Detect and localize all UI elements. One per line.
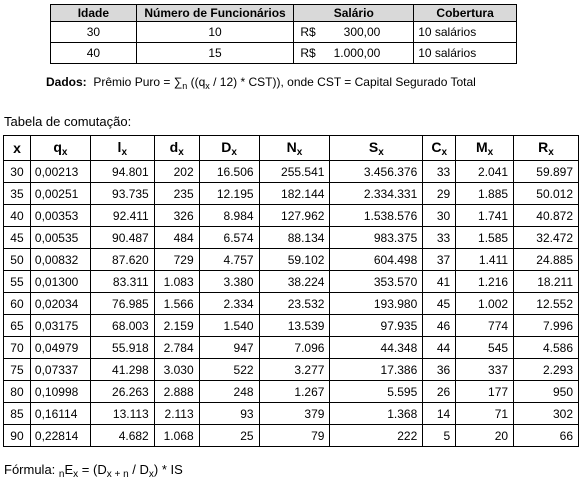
table-cell: 33: [423, 161, 456, 183]
table-cell: 6.574: [199, 227, 259, 249]
table-cell: 13.113: [90, 403, 154, 425]
table-cell: 12.552: [514, 293, 579, 315]
table-cell: 7.096: [259, 337, 330, 359]
table-cell: 14: [423, 403, 456, 425]
premio-formula-part3: / 12) * CST)), onde CST = Capital Segurado Total: [213, 75, 476, 89]
qx-subscript: x: [205, 81, 210, 91]
table-cell: 379: [259, 403, 330, 425]
table-cell: 248: [199, 381, 259, 403]
cell-cobertura: 10 salários: [414, 43, 517, 64]
table-cell: 222: [330, 425, 423, 447]
table-cell: 75: [4, 359, 31, 381]
table-cell: 0,03175: [30, 315, 90, 337]
table-cell: 37: [423, 249, 456, 271]
table-cell: 94.801: [90, 161, 154, 183]
table-cell: 33: [423, 227, 456, 249]
formula-part2: = (D: [81, 462, 107, 477]
col-header-subscript: x: [61, 146, 68, 158]
col-header: [259, 136, 330, 161]
formula-x-subscript: x: [73, 469, 79, 480]
table-cell: 3.456.376: [330, 161, 423, 183]
table-cell: 85: [4, 403, 31, 425]
table-cell: 1.068: [154, 425, 199, 447]
table-cell: 4.682: [90, 425, 154, 447]
table-cell: 60: [4, 293, 31, 315]
table-cell: 2.293: [514, 359, 579, 381]
col-header: [154, 136, 199, 161]
table-row: [4, 315, 579, 337]
table-cell: 26: [423, 381, 456, 403]
col-header: [90, 136, 154, 161]
table-cell: 20: [456, 425, 514, 447]
header-funcionarios: Número de Funcionários: [136, 5, 294, 22]
table-cell: 177: [456, 381, 514, 403]
table-cell: 2.334: [199, 293, 259, 315]
table-cell: 337: [456, 359, 514, 381]
table-cell: 0,07337: [30, 359, 90, 381]
cell-idade: 40: [51, 43, 137, 64]
table-cell: 2.334.331: [330, 183, 423, 205]
employee-row: [51, 43, 517, 64]
dados-line: [46, 75, 476, 89]
table-cell: 0,04979: [30, 337, 90, 359]
col-header-symbol: D: [221, 138, 232, 155]
header-salario: Salário: [294, 5, 414, 22]
table-cell: 8.984: [199, 205, 259, 227]
table-cell: 1.885: [456, 183, 514, 205]
col-header-subscript: x: [548, 146, 554, 158]
commutation-header-row: [4, 136, 579, 161]
table-cell: 182.144: [259, 183, 330, 205]
currency-label: R$: [300, 24, 316, 39]
col-header-subscript: x: [121, 146, 127, 158]
col-header-subscript: x: [487, 146, 494, 158]
table-cell: 44: [423, 337, 456, 359]
table-cell: 774: [456, 315, 514, 337]
table-cell: 0,10998: [30, 381, 90, 403]
table-cell: 35: [4, 183, 31, 205]
table-cell: 1.411: [456, 249, 514, 271]
table-cell: 80: [4, 381, 31, 403]
col-header: [30, 136, 90, 161]
table-cell: 68.003: [90, 315, 154, 337]
table-cell: 4.586: [514, 337, 579, 359]
col-header: [456, 136, 514, 161]
table-cell: 3.277: [259, 359, 330, 381]
table-cell: 4.757: [199, 249, 259, 271]
table-cell: 0,00832: [30, 249, 90, 271]
table-cell: 202: [154, 161, 199, 183]
table-cell: 545: [456, 337, 514, 359]
table-cell: 1.540: [199, 315, 259, 337]
table-cell: 70: [4, 337, 31, 359]
table-cell: 50.012: [514, 183, 579, 205]
table-cell: 13.539: [259, 315, 330, 337]
col-header: [4, 136, 31, 161]
table-cell: 1.368: [330, 403, 423, 425]
table-cell: 36: [423, 359, 456, 381]
table-cell: 5: [423, 425, 456, 447]
formula-e: E: [64, 462, 74, 477]
cell-idade: 30: [51, 22, 137, 43]
table-row: [4, 161, 579, 183]
formula-label: Fórmula:: [4, 462, 56, 477]
table-row: [4, 425, 579, 447]
table-cell: 65: [4, 315, 31, 337]
table-cell: 44.348: [330, 337, 423, 359]
col-header: [199, 136, 259, 161]
table-subtitle: Tabela de comutação:: [4, 114, 132, 129]
table-row: [4, 205, 579, 227]
table-cell: 2.784: [154, 337, 199, 359]
table-cell: 25: [199, 425, 259, 447]
table-cell: 46: [423, 315, 456, 337]
table-cell: 59.897: [514, 161, 579, 183]
formula-xn-subscript: x + n: [106, 469, 129, 480]
table-row: [4, 183, 579, 205]
cell-salario: [294, 43, 414, 64]
table-row: [4, 403, 579, 425]
table-cell: 983.375: [330, 227, 423, 249]
table-cell: 79: [259, 425, 330, 447]
table-cell: 71: [456, 403, 514, 425]
table-row: [4, 359, 579, 381]
col-header-symbol: C: [431, 138, 442, 155]
table-cell: 302: [514, 403, 579, 425]
table-cell: 0,22814: [30, 425, 90, 447]
formula-part3: / D: [132, 462, 149, 477]
col-header-symbol: l: [117, 138, 122, 155]
table-cell: 55.918: [90, 337, 154, 359]
col-header-symbol: R: [538, 138, 549, 155]
cell-salario: [294, 22, 414, 43]
employee-header-row: [51, 5, 517, 22]
table-cell: 127.962: [259, 205, 330, 227]
table-cell: 26.263: [90, 381, 154, 403]
table-cell: 32.472: [514, 227, 579, 249]
table-cell: 7.996: [514, 315, 579, 337]
table-cell: 235: [154, 183, 199, 205]
col-header-symbol: q: [53, 138, 62, 155]
formula-n-subscript: n: [58, 469, 65, 480]
table-cell: 1.538.576: [330, 205, 423, 227]
table-row: [4, 293, 579, 315]
table-row: [4, 271, 579, 293]
table-cell: 41: [423, 271, 456, 293]
table-cell: 90: [4, 425, 31, 447]
col-header: [514, 136, 579, 161]
table-cell: 950: [514, 381, 579, 403]
table-cell: 3.030: [154, 359, 199, 381]
table-cell: 1.083: [154, 271, 199, 293]
table-cell: 326: [154, 205, 199, 227]
table-cell: 0,01300: [30, 271, 90, 293]
table-cell: 729: [154, 249, 199, 271]
commutation-table: [3, 135, 579, 447]
table-cell: 23.532: [259, 293, 330, 315]
header-cobertura: Cobertura: [414, 5, 517, 22]
table-cell: 38.224: [259, 271, 330, 293]
formula-part4: ) * IS: [153, 462, 183, 477]
table-cell: 45: [423, 293, 456, 315]
col-header: [423, 136, 456, 161]
table-cell: 3.380: [199, 271, 259, 293]
table-cell: 45: [4, 227, 31, 249]
sum-subscript: n: [182, 81, 188, 91]
table-cell: 76.985: [90, 293, 154, 315]
commutation-body: [4, 161, 579, 447]
table-cell: 0,16114: [30, 403, 90, 425]
cell-funcionarios: 15: [136, 43, 294, 64]
table-cell: 522: [199, 359, 259, 381]
table-cell: 50: [4, 249, 31, 271]
table-cell: 604.498: [330, 249, 423, 271]
header-idade: Idade: [51, 5, 137, 22]
col-header-subscript: x: [378, 146, 384, 158]
col-header-subscript: x: [296, 146, 303, 158]
table-cell: 1.741: [456, 205, 514, 227]
premio-formula-part2: ((q: [190, 75, 206, 89]
table-cell: 353.570: [330, 271, 423, 293]
premio-formula-part1: Prêmio Puro = ∑: [93, 75, 183, 89]
employee-table: [50, 4, 517, 64]
table-cell: 2.041: [456, 161, 514, 183]
table-cell: 93.735: [90, 183, 154, 205]
table-cell: 1.002: [456, 293, 514, 315]
col-header-symbol: d: [169, 138, 179, 155]
col-header-symbol: x: [13, 140, 21, 156]
col-header-symbol: M: [475, 138, 488, 155]
dados-label: Dados:: [46, 75, 87, 89]
table-cell: 0,00213: [30, 161, 90, 183]
col-header-subscript: x: [178, 146, 184, 158]
table-cell: 255.541: [259, 161, 330, 183]
col-header-symbol: N: [286, 138, 297, 155]
table-cell: 66: [514, 425, 579, 447]
table-cell: 83.311: [90, 271, 154, 293]
table-cell: 55: [4, 271, 31, 293]
salary-amount: 1.000,00: [333, 45, 381, 60]
table-cell: 0,00251: [30, 183, 90, 205]
table-cell: 1.566: [154, 293, 199, 315]
table-cell: 18.211: [514, 271, 579, 293]
table-cell: 1.267: [259, 381, 330, 403]
table-cell: 0,02034: [30, 293, 90, 315]
table-cell: 1.585: [456, 227, 514, 249]
table-cell: 97.935: [330, 315, 423, 337]
table-cell: 88.134: [259, 227, 330, 249]
table-cell: 40: [4, 205, 31, 227]
table-cell: 5.595: [330, 381, 423, 403]
table-cell: 484: [154, 227, 199, 249]
table-cell: 12.195: [199, 183, 259, 205]
table-row: [4, 381, 579, 403]
col-header-subscript: x: [231, 146, 237, 158]
employee-row: [51, 22, 517, 43]
col-header: [330, 136, 423, 161]
table-cell: 92.411: [90, 205, 154, 227]
salary-amount: 300,00: [343, 24, 381, 39]
table-cell: 193.980: [330, 293, 423, 315]
table-cell: 24.885: [514, 249, 579, 271]
table-row: [4, 227, 579, 249]
formula-line: [4, 462, 183, 480]
table-row: [4, 337, 579, 359]
table-cell: 40.872: [514, 205, 579, 227]
table-cell: 29: [423, 183, 456, 205]
table-cell: 2.113: [154, 403, 199, 425]
table-cell: 59.102: [259, 249, 330, 271]
table-cell: 90.487: [90, 227, 154, 249]
formula-x2-subscript: x: [148, 469, 154, 480]
cell-cobertura: 10 salários: [414, 22, 517, 43]
col-header-subscript: x: [441, 146, 448, 158]
table-cell: 16.506: [199, 161, 259, 183]
table-cell: 0,00353: [30, 205, 90, 227]
table-cell: 2.888: [154, 381, 199, 403]
cell-funcionarios: 10: [136, 22, 294, 43]
table-cell: 17.386: [330, 359, 423, 381]
currency-label: R$: [300, 45, 316, 60]
table-cell: 30: [423, 205, 456, 227]
table-cell: 2.159: [154, 315, 199, 337]
table-cell: 1.216: [456, 271, 514, 293]
table-cell: 0,00535: [30, 227, 90, 249]
table-cell: 41.298: [90, 359, 154, 381]
table-cell: 30: [4, 161, 31, 183]
table-cell: 93: [199, 403, 259, 425]
col-header-symbol: S: [368, 138, 379, 155]
table-cell: 87.620: [90, 249, 154, 271]
table-row: [4, 249, 579, 271]
table-cell: 947: [199, 337, 259, 359]
